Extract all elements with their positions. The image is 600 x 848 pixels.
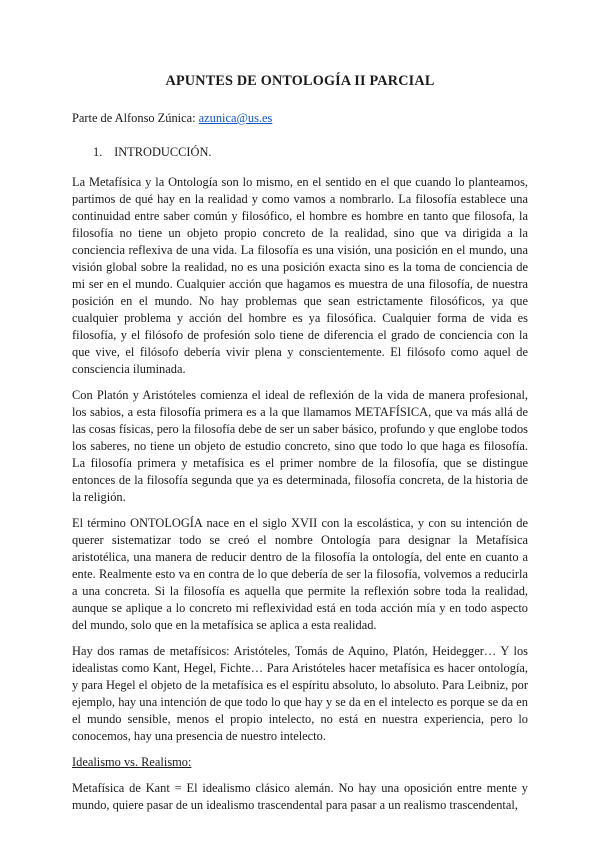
paragraph: Metafísica de Kant = El idealismo clásico alemán. No hay una oposición entre mente y mundo, quiere pasar de un idealismo trascendental para pasar a un realismo trascendental, <box>72 781 528 812</box>
paragraph: Hay dos ramas de metafísicos: Aristóteles, Tomás de Aquino, Platón, Heidegger… Y los idealistas como Kant, Hegel, Fichte… Para Aristóteles hacer metafísica es hacer ontología, y para Hegel el objeto de la metafísica es el espíritu absoluto, lo absoluto. Para Leibniz, por ejemplo, hay una intención de que todo lo que hay y se da en el intelecto es porque se da en el mundo sensible, menos el propio intelecto, no está en nuestra experiencia, pero lo conocemos, hay una presencia de nuestro intelecto. <box>72 644 528 743</box>
document-title: APUNTES DE ONTOLOGÍA II PARCIAL <box>165 73 435 89</box>
author-prefix: Parte de Alfonso Zúnica: <box>72 111 199 125</box>
section-heading <box>93 145 212 160</box>
author-email-link[interactable]: azunica@us.es <box>198 111 273 125</box>
subheading-idealismo-realismo: Idealismo vs. Realismo: <box>72 755 192 769</box>
paragraph: La Metafísica y la Ontología son lo mismo, en el sentido en el que cuando lo planteamos, partimos de qué hay en la realidad y como vamos a nombrarlo. La filosofía establece una continuidad entre saber común y filosófico, el hombre es hombre en tanto que filosofa, la filosofía no tiene un objeto propio concreto de la realidad, sino que va dirigida a la conciencia reflexiva de una vida. La filosofía es una visión, una posición en el mundo, una visión global sobre la realidad, no es una posición exacta sino es la toma de conciencia de mi ser en el mundo. Cualquier acción que hagamos es muestra de una filosofía, de nuestra posición en el mundo. No hay problemas que sean estrictamente filosóficos, ya que cualquier problema y acción del hombre es ya filosófica. Cualquier forma de vida es filosofía, y el filósofo de profesión solo tiene de diferencia el grado de conciencia con la que vive, el filósofo debería vivir plena y conscientemente. El filósofo como aquel de consciencia iluminada. <box>72 175 528 376</box>
section-title: INTRODUCCIÓN. <box>114 145 212 159</box>
paragraph: Con Platón y Aristóteles comienza el ideal de reflexión de la vida de manera profesional, los sabios, a esta filosofía primera es a la que llamamos METAFÍSICA, que va más allá de las cosas físicas, pero la filosofía debe de ser un saber básico, profundo y que englobe todos los saberes, no tiene un objeto de estudio concreto, sino que todo lo que haga es filosofía. La filosofía primera y metafísica es el primer nombre de la filosofía, que se distingue entonces de la filosofía segunda que ya es determinada, filosofía concreta, de la historia de la religión. <box>72 388 528 504</box>
section-number: 1. <box>93 145 103 159</box>
author-line <box>72 111 272 126</box>
paragraph: El término ONTOLOGÍA nace en el siglo XVII con la escolástica, y con su intención de querer sistematizar todo se creó el nombre Ontología para designar la Metafísica aristotélica, una manera de reducir dentro de la filosofía la ontología, del ente en cuanto a ente. Realmente esto va en contra de lo que debería de ser la filosofía, volvemos a reducirla a una concreta. Si la filosofía es aquella que permite la reflexión sobre toda la realidad, aunque se aplique a lo concreto mi reflexividad está en toda acción mía y en todo aspecto del mundo, solo que en la metafísica se aplica a esta realidad. <box>72 516 528 632</box>
body-text <box>72 174 528 823</box>
